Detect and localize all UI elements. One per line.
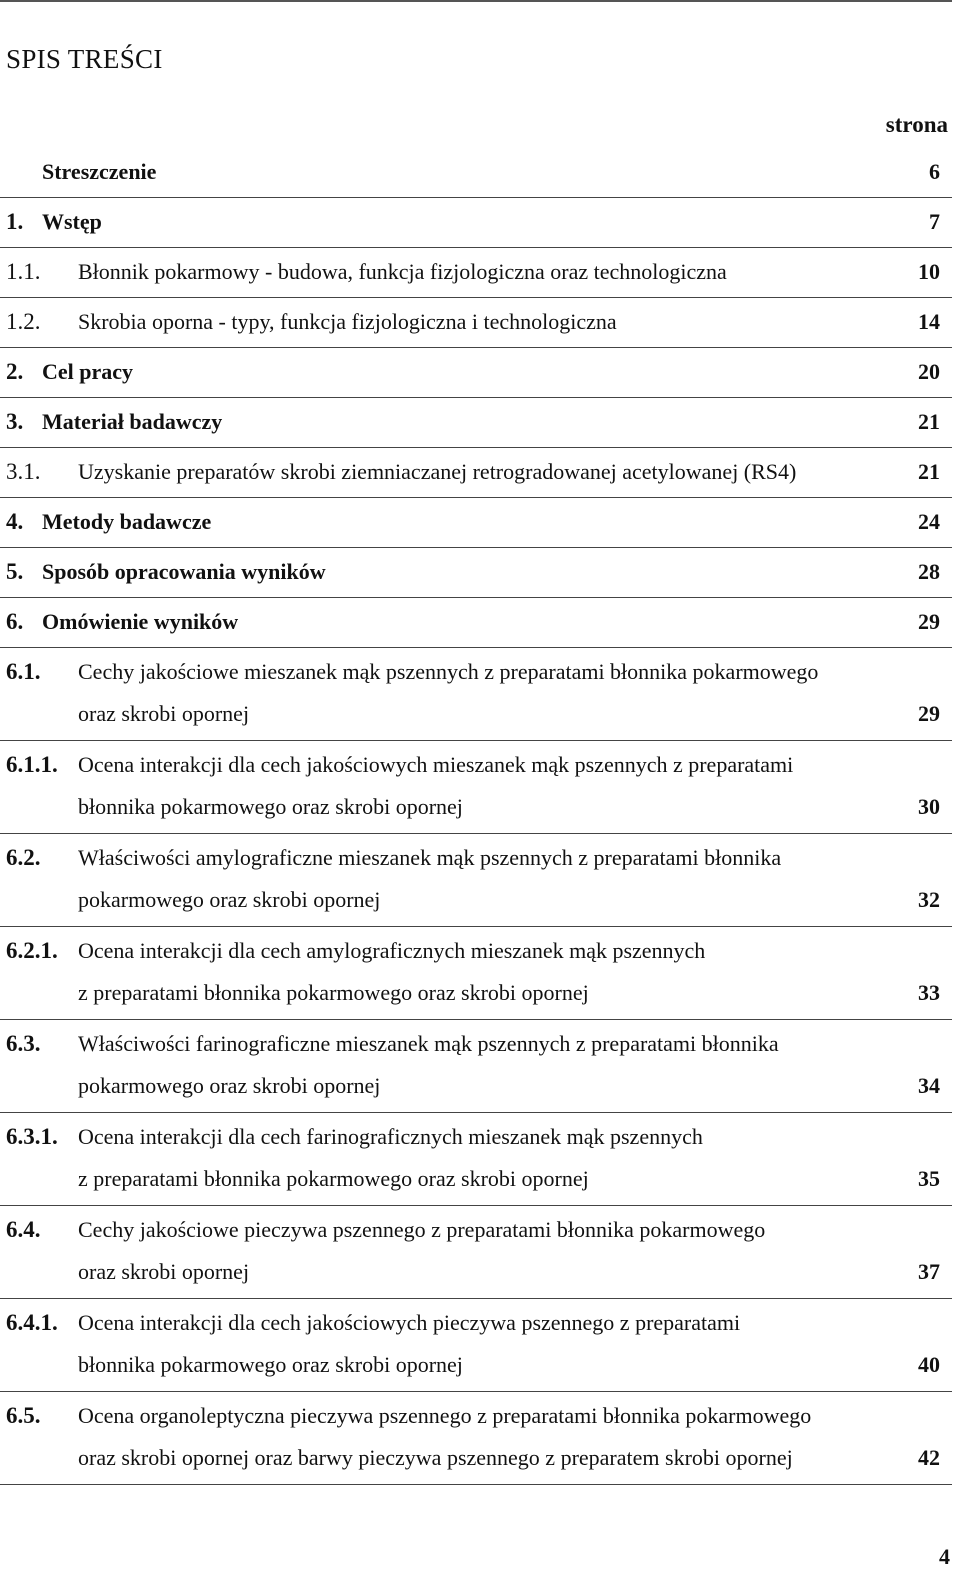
page-number: 4	[939, 1544, 950, 1569]
toc-entry-title-line: Streszczenie	[42, 159, 157, 184]
toc-entry-title	[78, 1395, 900, 1479]
toc-entry-title-line: Skrobia oporna - typy, funkcja fizjologiczna i technologiczna	[78, 309, 617, 334]
toc-entry-page: 42	[918, 1445, 940, 1470]
toc-entry-number: 3.1.	[6, 459, 41, 484]
toc-entry-title-line: Ocena interakcji dla cech jakościowych pieczywa pszennego z preparatami	[78, 1310, 741, 1335]
toc-entry-title-line: Omówienie wyników	[42, 609, 239, 634]
toc-entry-page: 29	[918, 609, 940, 634]
toc-entry-number	[0, 151, 42, 197]
toc-entry-title-line: Cechy jakościowe mieszanek mąk pszennych z preparatami błonnika pokarmowego	[78, 659, 819, 684]
toc-entry	[0, 1020, 952, 1113]
toc-entry-title-line: Ocena interakcji dla cech farinograficznych mieszanek mąk pszennych	[78, 1124, 703, 1149]
toc-entry-title-continuation: oraz skrobi opornej oraz barwy pieczywa pszennego z preparatem skrobi opornej	[78, 1445, 793, 1470]
toc-entry-page: 33	[918, 980, 940, 1005]
toc-entry	[0, 198, 952, 248]
toc-entry-page: 10	[918, 259, 940, 284]
toc-entry-title	[78, 930, 900, 1014]
toc-entry-title-continuation: pokarmowego oraz skrobi opornej	[78, 887, 381, 912]
toc-entry-page: 21	[918, 459, 940, 484]
toc-entry	[0, 148, 952, 198]
toc-entry-page: 35	[918, 1166, 940, 1191]
toc-entry-title-continuation: błonnika pokarmowego oraz skrobi opornej	[78, 794, 463, 819]
toc-entry-number: 6.5.	[6, 1403, 41, 1428]
toc-entry-page: 20	[918, 359, 940, 384]
toc-entry-title-line: Ocena interakcji dla cech jakościowych mieszanek mąk pszennych z preparatami	[78, 752, 794, 777]
toc-entry-page: 32	[918, 887, 940, 912]
toc-entry	[0, 498, 952, 548]
toc-entry-title-line: Wstęp	[42, 209, 102, 234]
toc-entry-page: 29	[918, 701, 940, 726]
toc-entry	[0, 1206, 952, 1299]
toc-entry	[0, 834, 952, 927]
toc-entry-title	[42, 501, 900, 547]
toc-entry-title-continuation: oraz skrobi opornej	[78, 701, 250, 726]
toc-entry-title-line: Ocena organoleptyczna pieczywa pszennego z preparatami błonnika pokarmowego	[78, 1403, 812, 1428]
toc-entry-page: 40	[918, 1352, 940, 1377]
toc-entry-title-continuation: oraz skrobi opornej	[78, 1259, 250, 1284]
toc-entry-title-continuation: pokarmowego oraz skrobi opornej	[78, 1073, 381, 1098]
toc-entry-number: 6.3.1.	[6, 1124, 58, 1149]
toc-entry-title	[78, 651, 900, 735]
toc-entry-number: 4.	[6, 509, 24, 534]
toc-entry	[0, 248, 952, 298]
toc-entry-title-line: Cechy jakościowe pieczywa pszennego z preparatami błonnika pokarmowego	[78, 1217, 766, 1242]
page-title: SPIS TREŚCI	[6, 44, 163, 74]
toc-entry-title-line: Cel pracy	[42, 359, 134, 384]
toc-entry-number: 1.1.	[6, 259, 41, 284]
toc-entry-title	[42, 351, 900, 397]
toc-entry-number: 2.	[6, 359, 24, 384]
top-rule	[0, 0, 952, 2]
toc-entry-page: 34	[918, 1073, 940, 1098]
toc-entry-title	[78, 837, 900, 921]
toc-entry-title	[42, 601, 900, 647]
toc-entry-number: 6.2.	[6, 845, 41, 870]
toc-entry-title	[78, 301, 900, 347]
toc-entry-page: 30	[918, 794, 940, 819]
toc-entry	[0, 927, 952, 1020]
toc-entry-title-line: Właściwości farinograficzne mieszanek mąk pszennych z preparatami błonnika	[78, 1031, 779, 1056]
toc-entry-title	[78, 744, 900, 828]
toc-entry-title-continuation: błonnika pokarmowego oraz skrobi opornej	[78, 1352, 463, 1377]
toc-entry	[0, 598, 952, 648]
toc-entry-title-line: Sposób opracowania wyników	[42, 559, 326, 584]
toc-entry	[0, 348, 952, 398]
toc-entry	[0, 1113, 952, 1206]
toc-entry-title	[78, 1302, 900, 1386]
toc-entry-number: 6.1.1.	[6, 752, 58, 777]
toc-entry	[0, 1392, 952, 1485]
toc-entry-title-line: Ocena interakcji dla cech amylograficznych mieszanek mąk pszennych	[78, 938, 706, 963]
page-column-label: strona	[885, 112, 948, 137]
toc-entry-number: 6.	[6, 609, 24, 634]
toc-entry-title-continuation: z preparatami błonnika pokarmowego oraz skrobi opornej	[78, 1166, 589, 1191]
toc-entry-title	[78, 1116, 900, 1200]
toc-entry-number: 6.3.	[6, 1031, 41, 1056]
toc-entry-page: 37	[918, 1259, 940, 1284]
toc-entry-title	[42, 201, 900, 247]
toc-entry-title-continuation: z preparatami błonnika pokarmowego oraz skrobi opornej	[78, 980, 589, 1005]
toc-entry-number: 3.	[6, 409, 24, 434]
toc-entry-page: 21	[918, 409, 940, 434]
toc-entry	[0, 741, 952, 834]
toc-entry-number: 1.	[6, 209, 24, 234]
toc-entry-page: 6	[929, 159, 940, 184]
toc-entry-title	[78, 251, 900, 297]
toc-entry-title-line: Uzyskanie preparatów skrobi ziemniaczanej retrogradowanej acetylowanej (RS4)	[78, 459, 797, 484]
toc-entry-title	[42, 151, 900, 197]
toc-entry-page: 14	[918, 309, 940, 334]
toc-entry	[0, 398, 952, 448]
toc-entry-number: 1.2.	[6, 309, 41, 334]
toc-entry	[0, 648, 952, 741]
toc-entry-title	[78, 1209, 900, 1293]
toc-entry-number: 6.4.1.	[6, 1310, 58, 1335]
toc-entry-title	[78, 451, 900, 497]
toc-entry-number: 5.	[6, 559, 24, 584]
toc-entry	[0, 298, 952, 348]
toc-entry-number: 6.4.	[6, 1217, 41, 1242]
toc-entry	[0, 548, 952, 598]
toc-entry-title	[78, 1023, 900, 1107]
toc-entry-page: 7	[929, 209, 940, 234]
toc-entry-title-line: Metody badawcze	[42, 509, 212, 534]
toc-entry-page: 24	[918, 509, 940, 534]
toc-entry-title-line: Materiał badawczy	[42, 409, 223, 434]
toc-entry-title	[42, 551, 900, 597]
toc-entry-number: 6.2.1.	[6, 938, 58, 963]
toc-entry-page: 28	[918, 559, 940, 584]
toc-entry-title-line: Błonnik pokarmowy - budowa, funkcja fizjologiczna oraz technologiczna	[78, 259, 727, 284]
toc-entry	[0, 448, 952, 498]
toc-entry-title	[42, 401, 900, 447]
toc-entry	[0, 1299, 952, 1392]
table-of-contents	[0, 148, 952, 1485]
toc-entry-title-line: Właściwości amylograficzne mieszanek mąk pszennych z preparatami błonnika	[78, 845, 782, 870]
toc-entry-number: 6.1.	[6, 659, 41, 684]
